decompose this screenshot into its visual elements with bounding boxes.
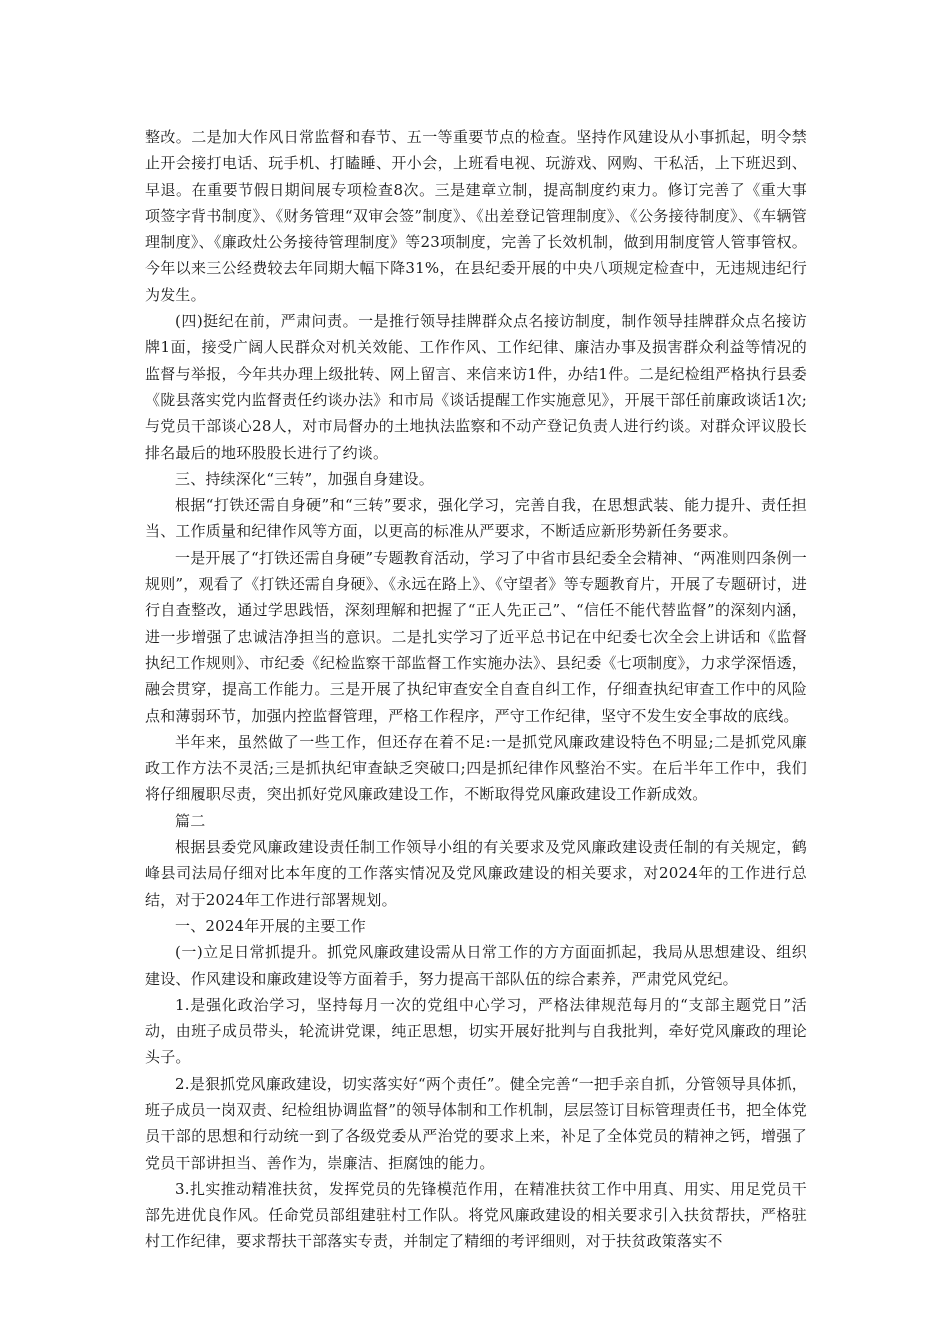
paragraph-self-building: 根据“打铁还需自身硬”和“三转”要求，强化学习，完善自我，在思想武装、能力提升、责任担当、工作质量和纪律作风等方面，以更高的标准从严要求，不断适应新形势新任务要求。 bbox=[145, 496, 807, 541]
heading-part-two: 篇二 bbox=[175, 811, 206, 830]
paragraph-education: 一是开展了“打铁还需自身硬”专题教育活动，学习了中省市县纪委全会精神、“两准则四条例一规则”，观看了《打铁还需自身硬》、《永远在路上》、《守望者》等专题教育片，开展了专题研讨，进行自查整改，通过学思践悟，深刻理解和把握了“正人先正己”、“信任不能代替监督”的深刻内涵，进一步增强了忠诚洁净担当的意识。二是扎实学习了近平总书记在中纪委七次全会上讲话和《监督执纪工作规则》、市纪委《纪检监察干部监督工作实施办法》、县纪委《七项制度》，力求学深悟透，融会贯穿，提高工作能力。三是开展了执纪审查安全自查自纠工作，仔细查执纪审查工作中的风险点和薄弱环节，加强内控监督管理，严格工作程序，严守工作纪律，坚守不发生安全事故的底线。 bbox=[145, 548, 807, 725]
heading-main-work: 一、2024年开展的主要工作 bbox=[175, 916, 366, 935]
paragraph-item-2: 2.是狠抓党风廉政建设，切实落实好“两个责任”。健全完善“一把手亲自抓，分管领导具体抓，班子成员一岗双责、纪检组协调监督”的领导体制和工作机制，层层签订目标管理责任书，把全体党员干部的思想和行动统一到了各级党委从严治党的要求上来，补足了全体党员的精神之钙，增强了党员干部讲担当、善作为，崇廉洁、拒腐蚀的能力。 bbox=[145, 1074, 807, 1172]
paragraph-section-four: (四)挺纪在前，严肃问责。一是推行领导挂牌群众点名接访制度，制作领导挂牌群众点名接访牌1面，接受广阔人民群众对机关效能、工作作风、工作纪律、廉洁办事及损害群众利益等情况的监督与举报，今年共办理上级批转、网上留言、来信来访1件，办结1件。二是纪检组严格执行县委《陇县落实党内监督责任约谈办法》和市局《谈话提醒工作实施意见》，开展干部任前廉政谈话1次;与党员干部谈心28人，对市局督办的土地执法监察和不动产登记负责人进行约谈。对群众评议股长排名最后的地环股股长进行了约谈。 bbox=[145, 312, 807, 462]
paragraph-daily-improvement: (一)立足日常抓提升。抓党风廉政建设需从日常工作的方方面面抓起，我局从思想建设、组织建设、作风建设和廉政建设等方面着手，努力提高干部队伍的综合素养，严肃党风党纪。 bbox=[145, 943, 807, 988]
heading-section-three: 三、持续深化“三转”，加强自身建设。 bbox=[175, 469, 434, 488]
paragraph-item-3: 3.扎实推动精准扶贫，发挥党员的先锋模范作用，在精准扶贫工作中用真、用实、用足党员干部先进优良作风。任命党员部组建驻村工作队。将党风廉政建设的相关要求引入扶贫帮扶，严格驻村工作纪律，要求帮扶干部落实专责，并制定了精细的考评细则，对于扶贫政策落实不 bbox=[145, 1179, 807, 1251]
paragraph-item-1: 1.是强化政治学习，坚持每月一次的党组中心学习，严格法律规范每月的“支部主题党日”活动，由班子成员带头，轮流讲党课，纯正思想，切实开展好批判与自我批判，牵好党风廉政的理论头子。 bbox=[145, 995, 807, 1067]
paragraph-half-year-summary: 半年来，虽然做了一些工作，但还存在着不足:一是抓党风廉政建设特色不明显;二是抓党风廉政工作方法不灵活;三是抓执纪审查缺乏突破口;四是抓纪律作风整治不实。在后半年工作中，我们将仔细履职尽责，突出抓好党风廉政建设工作，不断取得党风廉政建设工作新成效。 bbox=[145, 732, 807, 804]
document-page bbox=[145, 124, 807, 1255]
paragraph-continuation: 整改。二是加大作风日常监督和春节、五一等重要节点的检查。坚持作风建设从小事抓起，明令禁止开会接打电话、玩手机、打瞌睡、开小会，上班看电视、玩游戏、网购、干私活，上下班迟到、早退。在重要节假日期间展专项检查8次。三是建章立制，提高制度约束力。修订完善了《重大事项签字背书制度》、《财务管理“双审会签”制度》、《出差登记管理制度》、《公务接待制度》、《车辆管理制度》、《廉政灶公务接待管理制度》等23项制度，完善了长效机制，做到用制度管人管事管权。今年以来三公经费较去年同期大幅下降31%，在县纪委开展的中央八项规定检查中，无违规违纪行为发生。 bbox=[145, 128, 807, 304]
paragraph-part-two-intro: 根据县委党风廉政建设责任制工作领导小组的有关要求及党风廉政建设责任制的有关规定，鹤峰县司法局仔细对比本年度的工作落实情况及党风廉政建设的相关要求，对2024年的工作进行总结，对于2024年工作进行部署规划。 bbox=[145, 838, 807, 909]
